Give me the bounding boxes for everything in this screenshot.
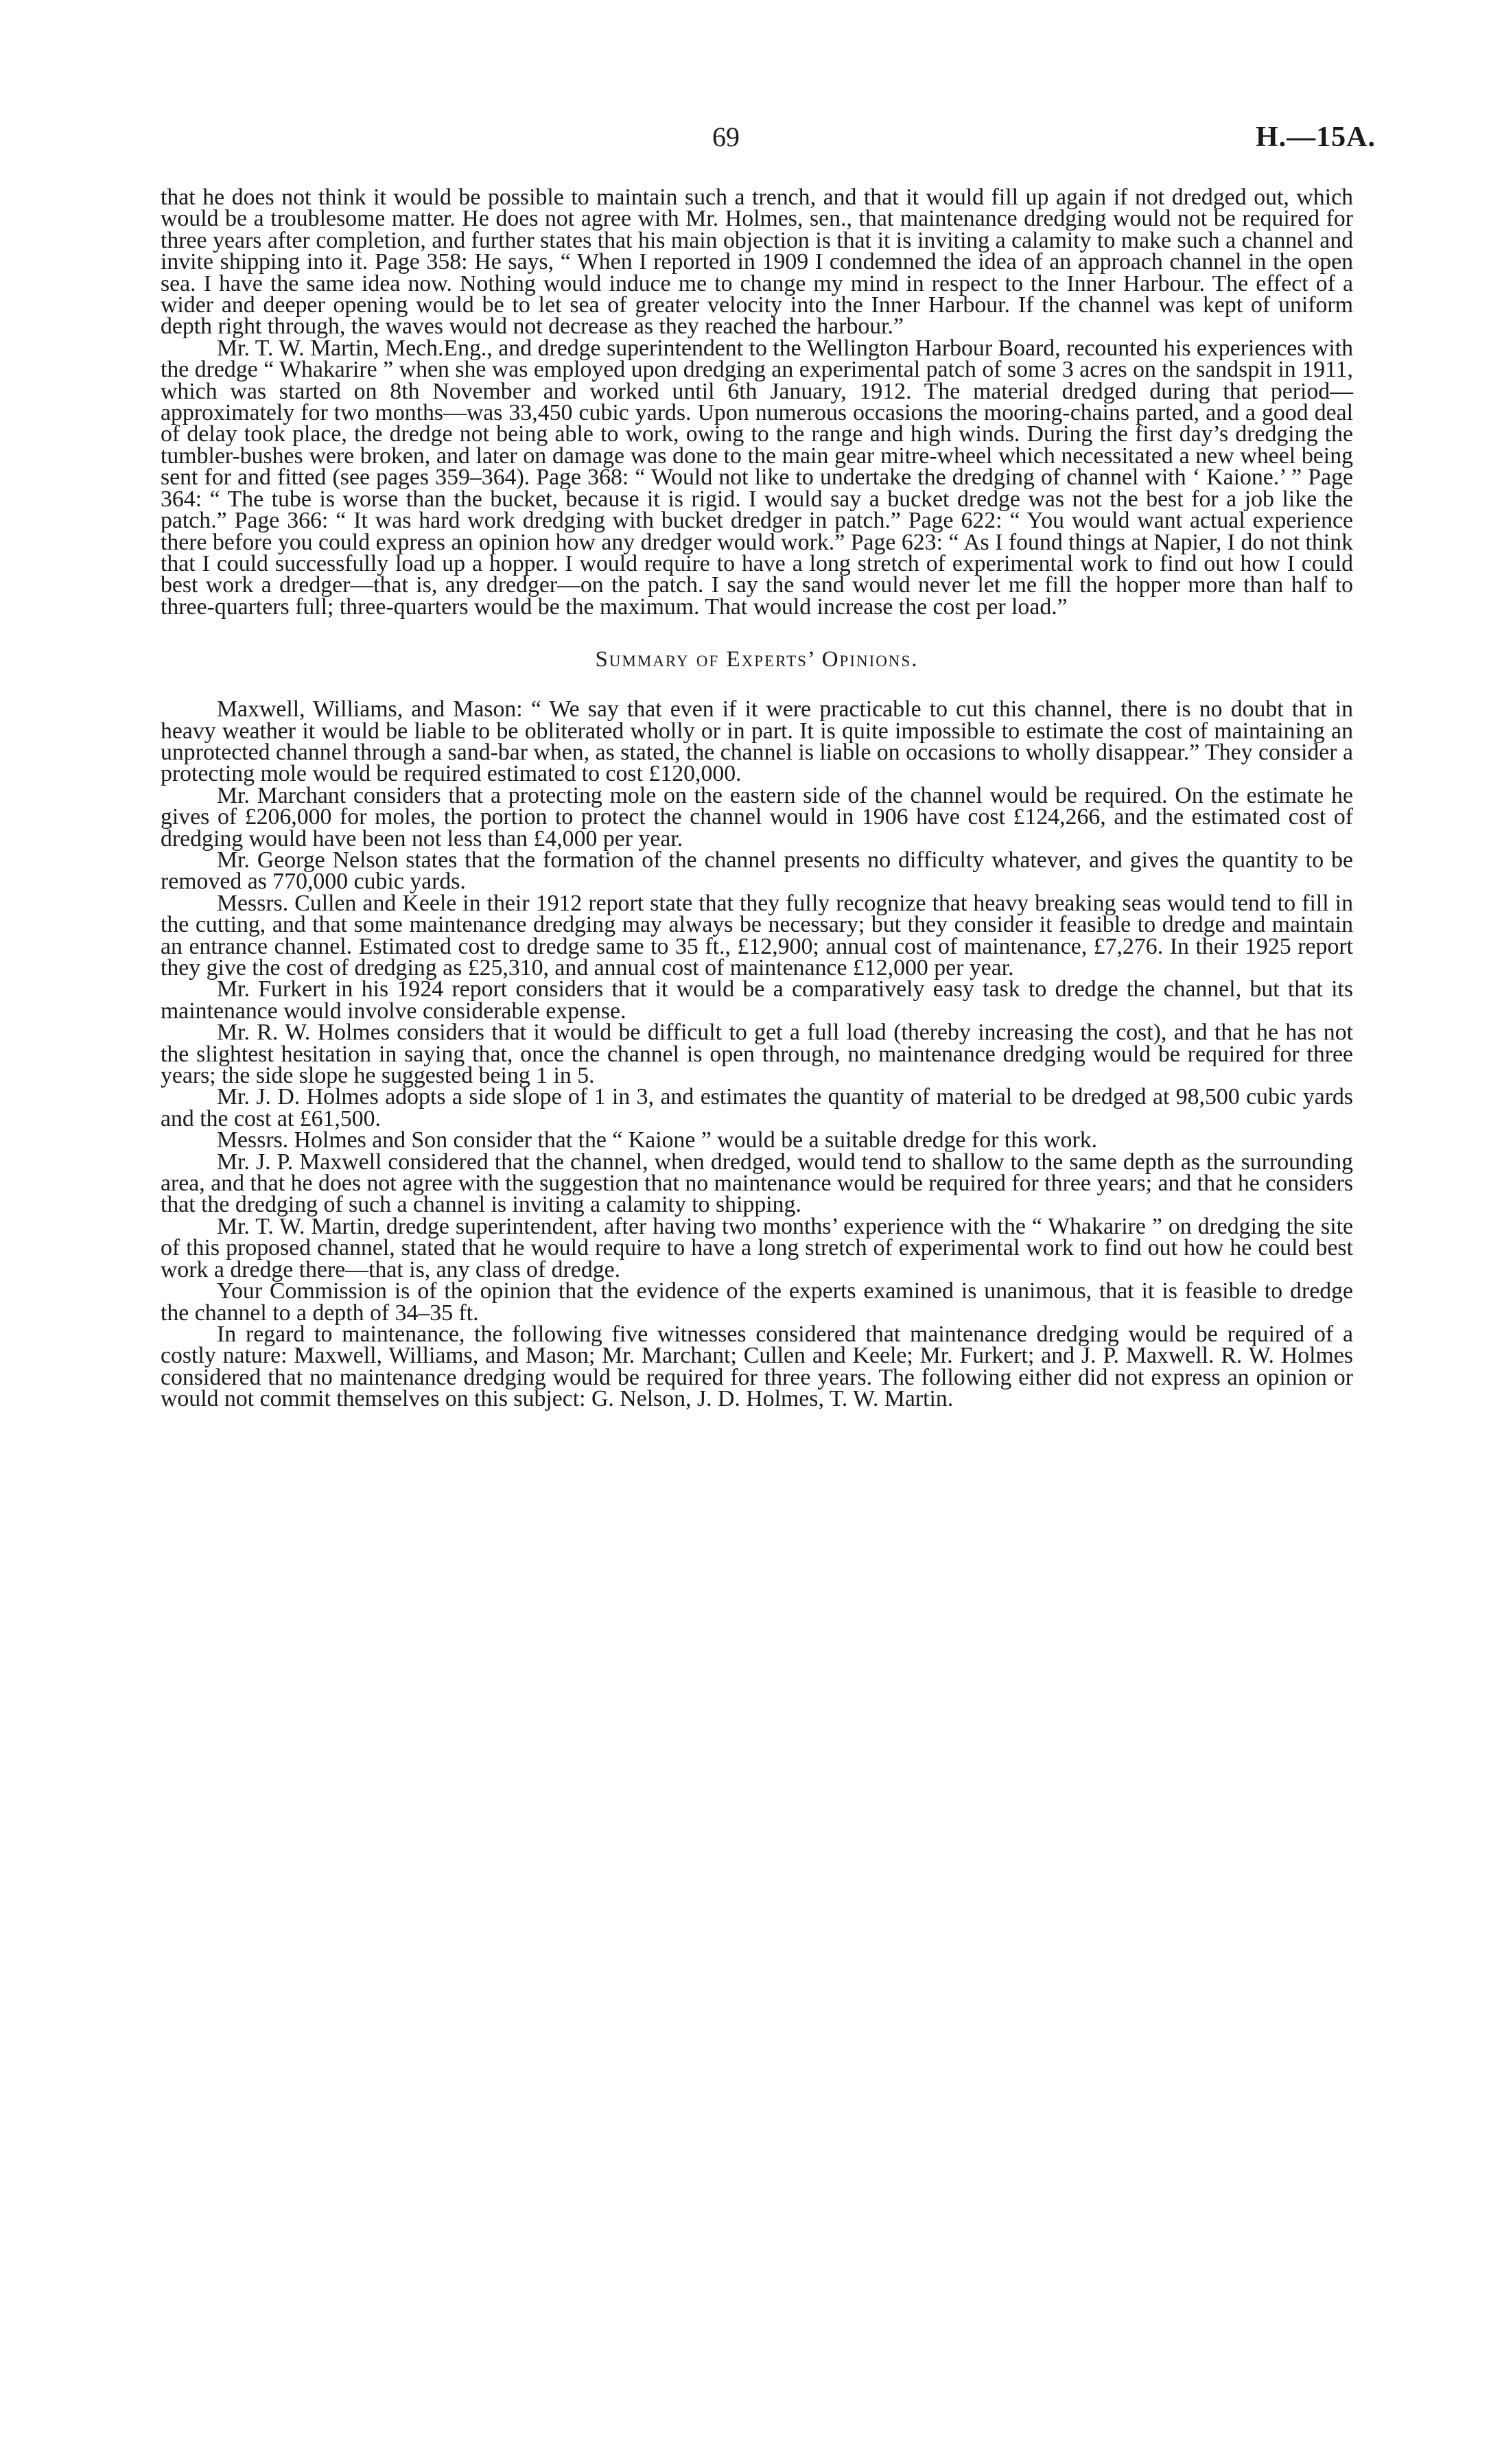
paragraph-martin-testimony: Mr. T. W. Martin, Mech.Eng., and dredge superintendent to the Wellington Harbour Board, recounted his experiences with the dredge “ Whakarire ” when she was employed upon dredging an experimental patch of some 3 acres on the sandspit in 1911, which was started on 8th November and worked until 6th January, 1912. The material dredged during that period—approximately for two months—was 33,450 cubic yards. Upon numerous occasions the mooring-chains parted, and a good deal of delay took place, the dredge not being able to work, owing to the range and high winds. During the first day’s dredging the tumbler-bushes were broken, and later on damage was done to the main gear mitre-wheel which necessitated a new wheel being sent for and fitted (see pages 359–364). Page 368: “ Would not like to undertake the dredging of channel with ‘ Kaione.’ ” Page 364: “ The tube is worse than the bucket, because it is rigid. I would say a bucket dredge was not the best for a job like the patch.” Page 366: “ It was hard work dredging with bucket dredger in patch.” Page 622: “ You would want actual experience there before you could express an opinion how any dredger would work.” Page 623: “ As I found things at Napier, I do not think that I could successfully load up a hopper. I would require to have a long stretch of experimental work to find out how I could best work a dredger—that is, any dredger—on the patch. I say the sand would never let me fill the hopper more than half to three-quarters full; three-quarters would be the maximum. That would increase the cost per load.”: [161, 335, 1353, 620]
paragraph-commission-opinion: Your Commission is of the opinion that the evidence of the experts examined is unanimous, that it is feasible to dredge the channel to a depth of 34–35 ft.: [161, 1278, 1353, 1326]
paragraph-cullen-keele: Messrs. Cullen and Keele in their 1912 report state that they fully recognize that heavy breaking seas would tend to fill in the cutting, and that some maintenance dredging may always be necessary; but they consider it feasible to dredge and maintain an entrance channel. Estimated cost to dredge same to 35 ft., £12,900; annual cost of maintenance, £7,276. In their 1925 report they give the cost of dredging as £25,310, and annual cost of maintenance £12,000 per year.: [161, 890, 1353, 981]
paragraph-marchant: Mr. Marchant considers that a protecting mole on the eastern side of the channel would be required. On the estimate he gives of £206,000 for moles, the portion to protect the channel would in 1906 have cost £124,266, and the estimated cost of dredging would have been not less than £4,000 per year.: [161, 782, 1353, 852]
paragraph-furkert: Mr. Furkert in his 1924 report considers that it would be a comparatively easy task to dredge the channel, but that its maintenance would involve considerable expense.: [161, 976, 1353, 1024]
paragraph-rw-holmes: Mr. R. W. Holmes considers that it would be difficult to get a full load (thereby increasing the cost), and that he has not the slightest hesitation in saying that, once the channel is open through, no maintenance dredging would be required for three years; the side slope he suggested being 1 in 5.: [161, 1020, 1353, 1089]
paragraph-holmes-and-son: Messrs. Holmes and Son consider that the “ Kaione ” would be a suitable dredge for this work.: [217, 1127, 1098, 1153]
paragraph-nelson: Mr. George Nelson states that the formation of the channel presents no difficulty whatever, and gives the quantity to be removed as 770,000 cubic yards.: [161, 847, 1353, 895]
paragraph-jd-holmes: Mr. J. D. Holmes adopts a side slope of 1 in 3, and estimates the quantity of material to be dredged at 98,500 cubic yards and the cost at £61,500.: [161, 1084, 1353, 1131]
section-heading: Summary of Experts’ Opinions.: [595, 647, 919, 672]
paragraph-maxwell-williams-mason: Maxwell, Williams, and Mason: “ We say that even if it were practicable to cut this channel, there is no doubt that in heavy weather it would be liable to be obliterated wholly or in part. It is quite impossible to estimate the cost of maintaining an unprotected channel through a sand-bar when, as stated, the channel is liable on occasions to wholly disappear.” They consider a protecting mole would be required estimated to cost £120,000.: [161, 696, 1353, 787]
paragraph-continuation: that he does not think it would be possible to maintain such a trench, and that it would fill up again if not dredged out, which would be a troublesome matter. He does not agree with Mr. Holmes, sen., that maintenance dredging would not be required for three years after completion, and further states that his main objection is that it is inviting a calamity to make such a channel and invite shipping into it. Page 358: He says, “ When I reported in 1909 I condemned the idea of an approach channel in the open sea. I have the same idea now. Nothing would induce me to change my mind in respect to the Inner Harbour. The effect of a wider and deeper opening would be to let sea of greater velocity into the Inner Harbour. If the channel was kept of uniform depth right through, the waves would not decrease as they reached the harbour.”: [161, 185, 1353, 340]
body-text: [161, 187, 1353, 1410]
paragraph-jp-maxwell: Mr. J. P. Maxwell considered that the channel, when dredged, would tend to shallow to the same depth as the surrounding area, and that he does not agree with the suggestion that no maintenance would be required for three years; and that he considers that the dredging of such a channel is inviting a calamity to shipping.: [161, 1149, 1353, 1218]
document-reference: H.—15A.: [1256, 121, 1376, 153]
paragraph-maintenance-summary: In regard to maintenance, the following five witnesses considered that maintenance dredging would be required of a costly nature: Maxwell, Williams, and Mason; Mr. Marchant; Cullen and Keele; Mr. Furkert; and J. P. Maxwell. R. W. Holmes considered that no maintenance dredging would be required for three years. The following either did not express an opinion or would not commit themselves on this subject: G. Nelson, J. D. Holmes, T. W. Martin.: [161, 1321, 1353, 1412]
page-number: 69: [712, 121, 740, 152]
paragraph-tw-martin: Mr. T. W. Martin, dredge superintendent, after having two months’ experience with the “ Whakarire ” on dredging the site of this proposed channel, stated that he would require to have a long stretch of experimental work to find out how he could best work a dredge there—that is, any class of dredge.: [161, 1213, 1353, 1282]
